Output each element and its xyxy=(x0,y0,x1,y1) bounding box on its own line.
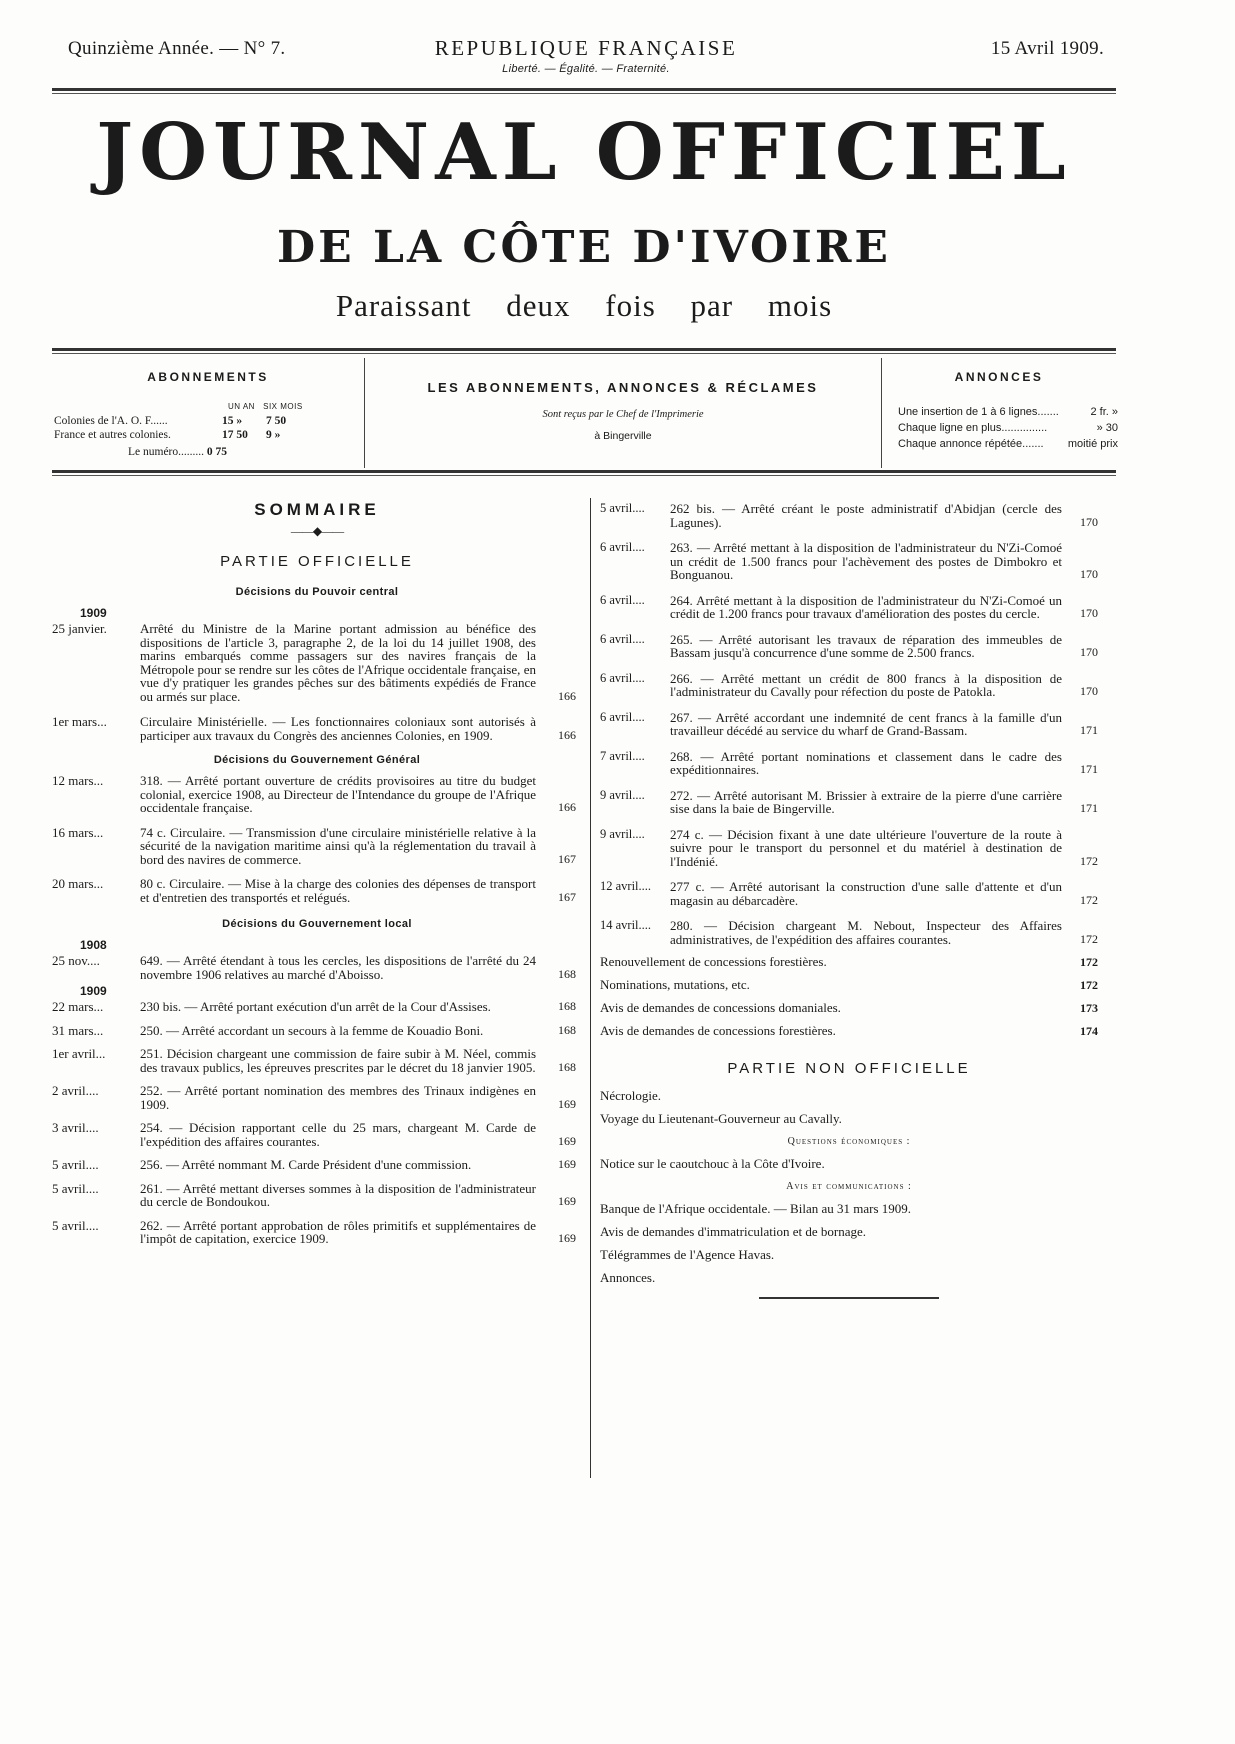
entry-date: 31 mars... xyxy=(52,1022,104,1038)
entry-page: 170 xyxy=(1080,606,1098,620)
entry-text: 256. — Arrêté nommant M. Carde Président d'une commission. xyxy=(140,1157,472,1172)
section-gouv-general: Décisions du Gouvernement Général xyxy=(213,754,421,766)
sommaire-entry xyxy=(52,1121,582,1148)
gouv-local-1909-list xyxy=(52,1000,582,1246)
abonnements-title: ABONNEMENTS xyxy=(147,370,269,384)
entry-date: 5 avril.... xyxy=(52,1180,99,1196)
entry-page: 166 xyxy=(558,800,576,814)
entry-page: 172 xyxy=(1080,931,1098,946)
entry-page: 169 xyxy=(558,1157,576,1171)
sommaire-entry xyxy=(600,880,1098,907)
subscription-band xyxy=(52,358,1116,468)
annonce-row: Une insertion de 1 à 6 lignes....... 2 fr. » xyxy=(898,406,1118,418)
entry-text: 251. Décision chargeant une commission de faire subir à M. Néel, commis des travaux publics, les épreuves prescrites par le décret du 18 janvier 1905. xyxy=(140,1046,536,1075)
entry-date: 3 avril.... xyxy=(52,1120,99,1135)
entry-text: 280. — Décision chargeant M. Nebout, Inspecteur des Affaires administratives, de l'expédition des affaires courantes. xyxy=(670,918,1062,947)
sommaire-entry xyxy=(52,826,582,867)
entry-date: 1er avril... xyxy=(52,1046,106,1061)
entry-page: 174 xyxy=(1080,1024,1098,1038)
entry-page: 171 xyxy=(1080,762,1098,776)
center-band-note: Sont reçus par le Chef de l'Imprimerie xyxy=(542,409,704,420)
sommaire-entry xyxy=(600,711,1098,738)
entry-text: Arrêté du Ministre de la Marine portant admission au bénéfice des dispositions de l'article 3, paragraphe 2, de la loi du 14 juillet 1908, des marins embarqués comme passagers sur des navires français de la Métropole pour se rendre sur les côtes de l'Afrique occidentale française, en vue d'y pratiquer les grandes pêches sur des bâtiments expédiés de France ou armés sur place. xyxy=(140,621,536,704)
sommaire-entry xyxy=(52,1158,582,1172)
entry-page: 172 xyxy=(1080,892,1098,907)
sommaire-plain-entry xyxy=(600,1001,1098,1015)
entry-page: 171 xyxy=(1080,723,1098,737)
republic-block xyxy=(68,36,1104,75)
sommaire-entry xyxy=(600,594,1098,621)
annonces-block xyxy=(882,358,1116,468)
partie-non-officielle-title: PARTIE NON OFFICIELLE xyxy=(727,1060,971,1077)
entry-date: 5 avril.... xyxy=(52,1157,99,1172)
sommaire-entry xyxy=(600,789,1098,816)
year-label: 1908 xyxy=(80,938,107,952)
non-officielle-list-3 xyxy=(600,1202,1098,1285)
entry-page: 169 xyxy=(558,1133,576,1148)
entry-text: 277 c. — Arrêté autorisant la construction d'une salle d'attente et d'un magasin au débarcadère. xyxy=(670,879,1062,908)
sommaire-title: SOMMAIRE xyxy=(254,500,380,519)
entry-text: Nominations, mutations, etc. xyxy=(600,977,750,992)
motto: Liberté. — Égalité. — Fraternité. xyxy=(502,63,670,75)
entry-page: 170 xyxy=(1080,514,1098,529)
entry-date: 6 avril.... xyxy=(600,631,645,646)
entry-text: 272. — Arrêté autorisant M. Brissier à extraire de la pierre d'une carrière sise dans la baie de Bingerville. xyxy=(670,787,1062,816)
abonnement-row: France et autres colonies. 17 50 9 » xyxy=(54,429,281,441)
entry-page: 171 xyxy=(1080,801,1098,815)
entry-text: 263. — Arrêté mettant à la disposition de l'administrateur du N'Zi-Comoé un crédit de 1.500 francs pour l'achèvement des postes de Dimbokro et Bonguanou. xyxy=(670,540,1062,582)
center-band-where: à Bingerville xyxy=(594,430,652,442)
section-gouv-local: Décisions du Gouvernement local xyxy=(222,918,412,930)
non-officielle-item: Banque de l'Afrique occidentale. — Bilan au 31 mars 1909. xyxy=(600,1201,912,1216)
right-plain-list xyxy=(600,955,1098,1038)
right-column xyxy=(600,500,1098,1307)
sommaire-plain-entry xyxy=(600,1024,1098,1038)
year-label: 1909 xyxy=(80,984,107,998)
non-officielle-item: Voyage du Lieutenant-Gouverneur au Cavally. xyxy=(600,1111,842,1126)
non-officielle-item: Télégrammes de l'Agence Havas. xyxy=(600,1247,775,1262)
issue-number: Quinzième Année. — N° 7. xyxy=(68,38,286,59)
non-officielle-list-2 xyxy=(600,1157,1098,1171)
numero-row: Le numéro......... 0 75 xyxy=(128,446,228,458)
questions-heading: Questions économiques : xyxy=(787,1136,911,1147)
entry-date: 9 avril.... xyxy=(600,826,645,841)
sommaire-entry xyxy=(600,672,1098,699)
non-officielle-list-1 xyxy=(600,1089,1098,1126)
entry-text: 74 c. Circulaire. — Transmission d'une circulaire ministérielle relative à la sécurité de la navigation maritime ainsi qu'à la réglementation du travail à bord des navires de commerce. xyxy=(140,824,536,867)
entry-text: 265. — Arrêté autorisant les travaux de réparation des immeubles de Bassam jusqu'à concurrence d'une somme de 2.500 francs. xyxy=(670,631,1062,660)
sommaire-entry xyxy=(52,1219,582,1246)
entry-page: 166 xyxy=(558,688,576,703)
entry-text: 252. — Arrêté portant nomination des membres des Trinaux indigènes en 1909. xyxy=(140,1083,536,1112)
entry-date: 5 avril.... xyxy=(600,501,645,515)
col-six-mois: SIX MOIS xyxy=(263,402,303,411)
partie-officielle-title: PARTIE OFFICIELLE xyxy=(220,553,414,570)
entry-text: Circulaire Ministérielle. — Les fonctionnaires coloniaux sont autorisés à participer aux travaux du Congrès des anciennes Colonies, en 1909. xyxy=(140,714,536,743)
entry-text: 80 c. Circulaire. — Mise à la charge des colonies des dépenses de transport et d'entretien des transportés et relégués. xyxy=(140,876,536,905)
sommaire-entry xyxy=(52,877,582,904)
entry-text: 230 bis. — Arrêté portant exécution d'un arrêt de la Cour d'Assises. xyxy=(140,999,491,1014)
entry-text: 318. — Arrêté portant ouverture de crédits provisoires au titre du budget colonial, exercice 1908, au Directeur de l'Intendance du groupe de l'Afrique occidentale française. xyxy=(140,773,536,815)
entry-date: 12 avril.... xyxy=(600,879,652,893)
entry-page: 170 xyxy=(1080,567,1098,581)
non-officielle-item: Nécrologie. xyxy=(600,1088,662,1103)
top-line xyxy=(68,36,1104,76)
sommaire-entry xyxy=(52,1047,582,1074)
entry-date: 12 mars... xyxy=(52,773,104,788)
annonce-row: Chaque annonce répétée....... moitié prix xyxy=(898,438,1118,450)
entry-page: 172 xyxy=(1080,978,1098,992)
entry-page: 168 xyxy=(558,966,576,981)
non-officielle-item: Annonces. xyxy=(600,1270,656,1285)
entry-text: 264. Arrêté mettant à la disposition de l'administrateur du N'Zi-Comoé un crédit de 1.200 francs pour travaux d'amélioration des postes du cercle. xyxy=(670,592,1062,621)
entry-text: 250. — Arrêté accordant un secours à la femme de Kouadio Boni. xyxy=(140,1022,484,1038)
entry-page: 169 xyxy=(558,1194,576,1208)
masthead-subtitle: DE LA CÔTE D'IVOIRE xyxy=(277,222,891,273)
entry-page: 170 xyxy=(1080,645,1098,659)
issue-date: 15 Avril 1909. xyxy=(990,38,1104,59)
left-column xyxy=(52,490,582,1246)
abonnement-row: Colonies de l'A. O. F...... 15 » 7 50 xyxy=(54,415,287,427)
entry-text: Avis de demandes de concessions domaniales. xyxy=(600,1000,841,1015)
entry-page: 167 xyxy=(558,851,576,866)
republic-label: REPUBLIQUE FRANÇAISE xyxy=(434,36,738,60)
sommaire-entry xyxy=(52,774,582,815)
entry-date: 25 nov.... xyxy=(52,953,100,968)
sommaire-entry xyxy=(52,1000,582,1014)
entry-text: Avis de demandes de concessions forestières. xyxy=(600,1023,836,1038)
entry-page: 170 xyxy=(1080,684,1098,698)
ornament-icon: ——◆—— xyxy=(290,524,344,538)
entry-text: 266. — Arrêté mettant un crédit de 800 francs à la disposition de l'administrateur du Cavally pour réfection du poste de Patokla. xyxy=(670,670,1062,699)
entry-page: 173 xyxy=(1080,1001,1098,1015)
annonce-row: Chaque ligne en plus............... » 30 xyxy=(898,422,1118,434)
entry-text: 649. — Arrêté étendant à tous les cercles, les dispositions de l'arrêté du 24 novembre 1906 relatives au marché d'Aboisso. xyxy=(140,953,536,982)
entry-date: 2 avril.... xyxy=(52,1083,99,1098)
non-officielle-item: Avis de demandes d'immatriculation et de bornage. xyxy=(600,1224,866,1239)
entry-page: 169 xyxy=(558,1096,576,1111)
non-officielle-item: Notice sur le caoutchouc à la Côte d'Ivoire. xyxy=(600,1156,825,1171)
entry-date: 6 avril.... xyxy=(600,592,645,607)
section-pouvoir-central: Décisions du Pouvoir central xyxy=(235,586,399,598)
abonnements-col-headers xyxy=(228,402,303,411)
entry-page: 168 xyxy=(558,1022,576,1037)
entry-page: 169 xyxy=(558,1231,576,1245)
band-top-rule xyxy=(52,348,1116,354)
entry-date: 9 avril.... xyxy=(600,787,645,802)
sommaire-entry xyxy=(600,541,1098,582)
entry-date: 20 mars... xyxy=(52,876,104,891)
entry-text: 261. — Arrêté mettant diverses sommes à la disposition de l'administrateur du cercle de Bondoukou. xyxy=(140,1180,536,1209)
sommaire-entry xyxy=(600,750,1098,777)
sommaire-entry xyxy=(600,828,1098,869)
sommaire-entry xyxy=(600,633,1098,660)
sommaire-plain-entry xyxy=(600,955,1098,969)
entry-text: 274 c. — Décision fixant à une date ultérieure l'ouverture de la route à suivre pour le transport du personnel et du matériel à destination de l'Indénié. xyxy=(670,826,1062,869)
sommaire-entry xyxy=(52,1182,582,1209)
gouv-general-list xyxy=(52,774,582,904)
entry-text: Renouvellement de concessions forestières. xyxy=(600,954,827,969)
entry-date: 25 janvier. xyxy=(52,621,107,636)
sommaire-entry xyxy=(52,715,582,742)
center-band-title: LES ABONNEMENTS, ANNONCES & RÉCLAMES xyxy=(427,380,819,395)
column-divider xyxy=(590,498,591,1478)
masthead-title: JOURNAL OFFICIEL xyxy=(96,107,1072,198)
masthead-frequency: Paraissant deux fois par mois xyxy=(335,288,833,323)
entry-text: 262 bis. — Arrêté créant le poste administratif d'Abidjan (cercle des Lagunes). xyxy=(670,501,1062,530)
sommaire-entry xyxy=(600,919,1098,946)
sommaire-entry xyxy=(600,502,1098,529)
entry-page: 168 xyxy=(558,1059,576,1074)
entry-page: 172 xyxy=(1080,955,1098,969)
sommaire-entry xyxy=(52,622,582,703)
entry-date: 22 mars... xyxy=(52,999,104,1014)
right-entries-list xyxy=(600,502,1098,946)
entry-date: 5 avril.... xyxy=(52,1217,99,1233)
year-label: 1909 xyxy=(80,606,107,620)
col-un-an: UN AN xyxy=(228,402,255,411)
entry-text: 254. — Décision rapportant celle du 25 mars, chargeant M. Carde de l'expédition des affaires courantes. xyxy=(140,1120,536,1149)
entry-date: 7 avril.... xyxy=(600,748,645,763)
entry-text: 268. — Arrêté portant nominations et classement dans le cadre des expéditionnaires. xyxy=(670,748,1062,777)
sommaire-entry xyxy=(52,1024,582,1038)
sommaire-plain-entry xyxy=(600,978,1098,992)
band-bottom-rule xyxy=(52,470,1116,476)
entry-page: 168 xyxy=(558,999,576,1013)
avis-heading: Avis et communications : xyxy=(786,1181,912,1192)
gouv-local-1908-list xyxy=(52,954,582,981)
annonces-title: ANNONCES xyxy=(954,370,1044,384)
entry-date: 1er mars... xyxy=(52,714,107,729)
entry-page: 172 xyxy=(1080,853,1098,868)
abonnements-block xyxy=(52,358,364,468)
end-ornament-icon xyxy=(759,1297,939,1307)
center-band-block xyxy=(364,358,882,468)
pouvoir-central-list xyxy=(52,622,582,742)
entry-page: 166 xyxy=(558,727,576,742)
entry-text: 267. — Arrêté accordant une indemnité de cent francs à la famille d'un travailleur décédé au service du wharf de Grand-Bassam. xyxy=(670,709,1062,738)
header-rule xyxy=(52,88,1116,94)
sommaire-entry xyxy=(52,1084,582,1111)
sommaire-entry xyxy=(52,954,582,981)
entry-page: 167 xyxy=(558,889,576,904)
entry-date: 6 avril.... xyxy=(600,709,645,724)
entry-date: 16 mars... xyxy=(52,824,104,840)
entry-date: 14 avril.... xyxy=(600,918,652,932)
entry-date: 6 avril.... xyxy=(600,540,645,554)
entry-date: 6 avril.... xyxy=(600,670,645,685)
entry-text: 262. — Arrêté portant approbation de rôles primitifs et supplémentaires de l'impôt de capitation, exercice 1909. xyxy=(140,1217,536,1246)
